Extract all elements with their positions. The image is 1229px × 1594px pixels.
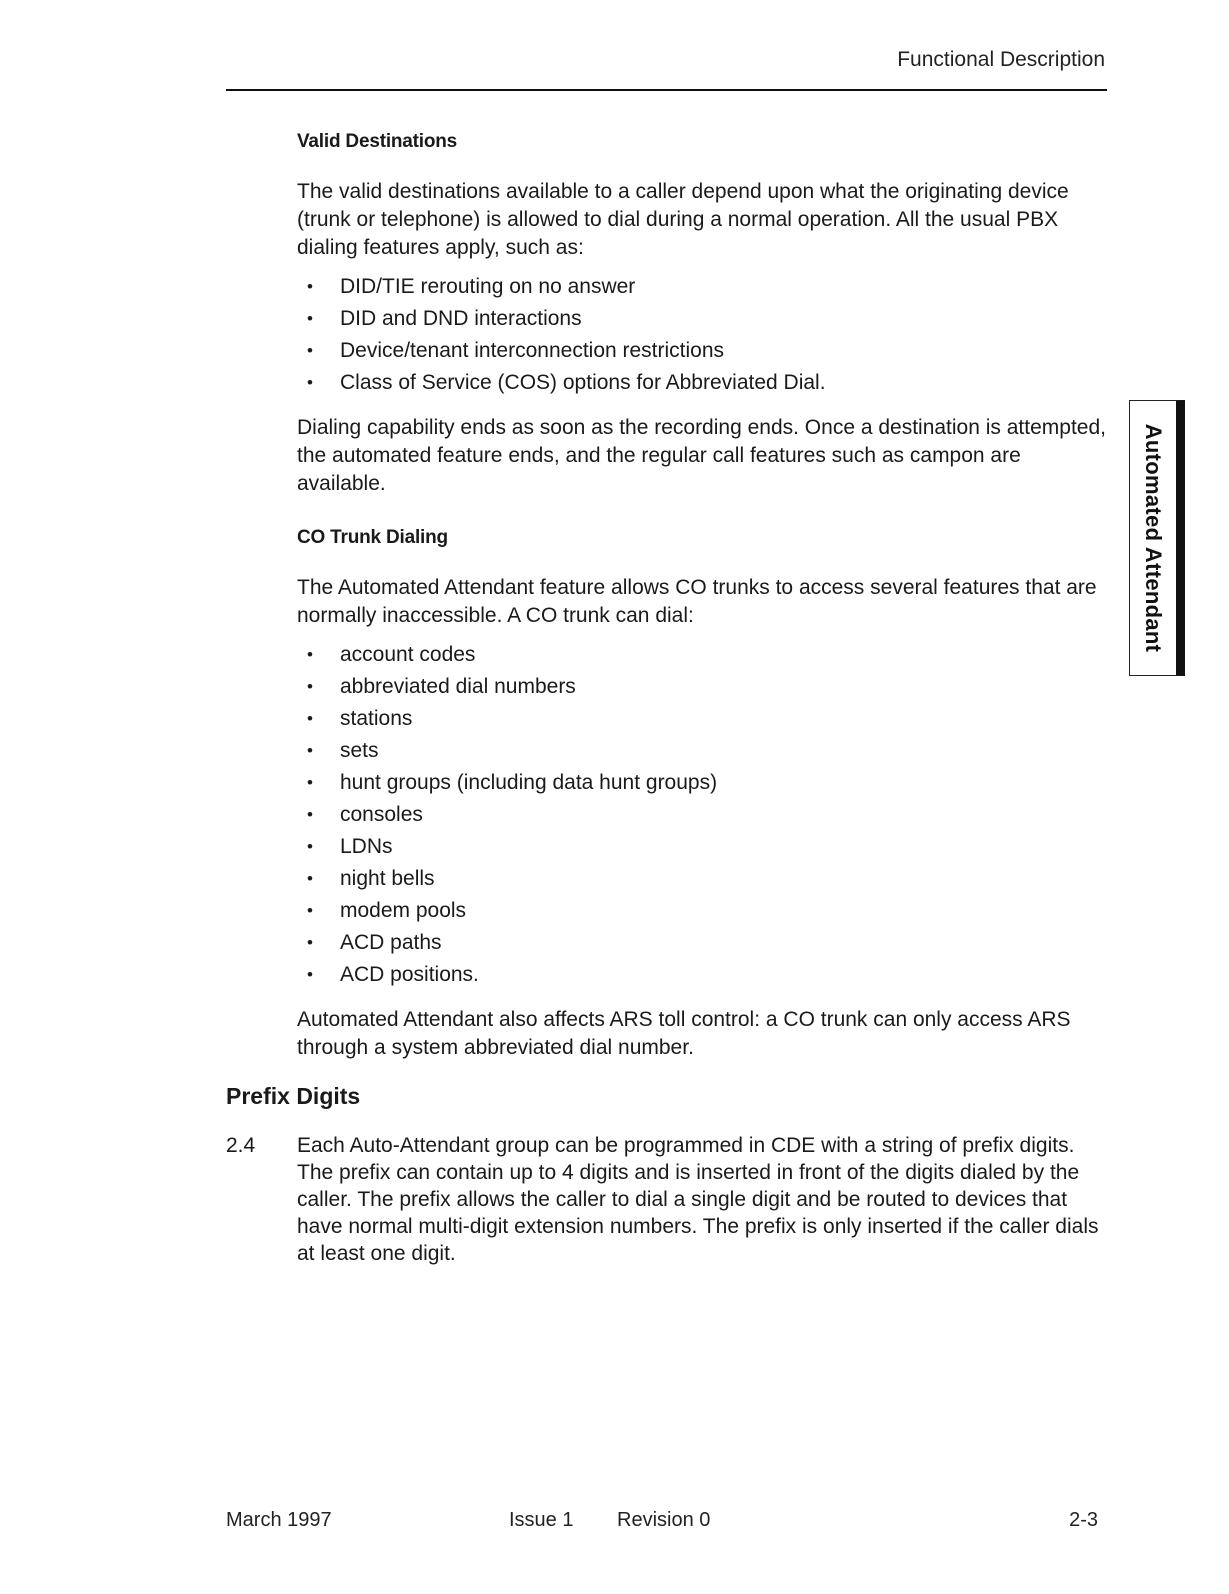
list-item: • abbreviated dial numbers: [297, 672, 1109, 704]
list-item: • LDNs: [297, 832, 1109, 864]
co-trunk-dialing-heading: CO Trunk Dialing: [297, 527, 448, 548]
valid-destinations-closing: Dialing capability ends as soon as the recording ends. Once a destination is attempted, the automated feature ends, and the regular call features such as campon are available.: [297, 416, 1106, 495]
list-item: • sets: [297, 736, 1109, 768]
list-item: • Class of Service (COS) options for Abbreviated Dial.: [297, 368, 1109, 400]
main-content: [297, 128, 1109, 1072]
section-number: 2.4: [226, 1134, 256, 1157]
list-item: • DID and DND interactions: [297, 304, 1109, 336]
list-item: • DID/TIE rerouting on no answer: [297, 272, 1109, 304]
valid-destinations-intro: The valid destinations available to a caller depend upon what the originating device (trunk or telephone) is allowed to dial during a normal operation. All the usual PBX dialing features apply, such as:: [297, 180, 1069, 259]
list-item: • Device/tenant interconnection restrictions: [297, 336, 1109, 368]
footer-date: March 1997: [226, 1509, 332, 1531]
list-item: • modem pools: [297, 896, 1109, 928]
page-number: 2-3: [1069, 1509, 1098, 1531]
prefix-digits-body: Each Auto-Attendant group can be programmed in CDE with a string of prefix digits. The prefix can contain up to 4 digits and is inserted in front of the digits dialed by the caller. The prefix allows the caller to dial a single digit and be routed to devices that have normal multi-digit extension numbers. The prefix is only inserted if the caller dials at least one digit.: [297, 1134, 1099, 1265]
list-item: • consoles: [297, 800, 1109, 832]
valid-destinations-list: [297, 272, 1109, 400]
running-header: Functional Description: [897, 48, 1105, 71]
list-item: • account codes: [297, 640, 1109, 672]
list-item: • stations: [297, 704, 1109, 736]
co-trunk-dialing-intro: The Automated Attendant feature allows CO trunks to access several features that are normally inaccessible. A CO trunk can dial:: [297, 576, 1097, 627]
list-item: • ACD paths: [297, 928, 1109, 960]
co-trunk-dialing-list: [297, 640, 1109, 992]
footer-issue: Issue 1: [509, 1509, 574, 1531]
footer-revision: Revision 0: [617, 1509, 711, 1531]
prefix-digits-heading: Prefix Digits: [226, 1083, 361, 1109]
side-tab-label: Automated Attendant: [1141, 423, 1166, 653]
section-side-tab: [1129, 400, 1185, 676]
list-item: • ACD positions.: [297, 960, 1109, 992]
list-item: • night bells: [297, 864, 1109, 896]
list-item: • hunt groups (including data hunt groups): [297, 768, 1109, 800]
header-rule: [226, 89, 1107, 91]
co-trunk-dialing-closing: Automated Attendant also affects ARS toll control: a CO trunk can only access ARS through a system abbreviated dial number.: [297, 1008, 1071, 1059]
valid-destinations-heading: Valid Destinations: [297, 131, 458, 152]
